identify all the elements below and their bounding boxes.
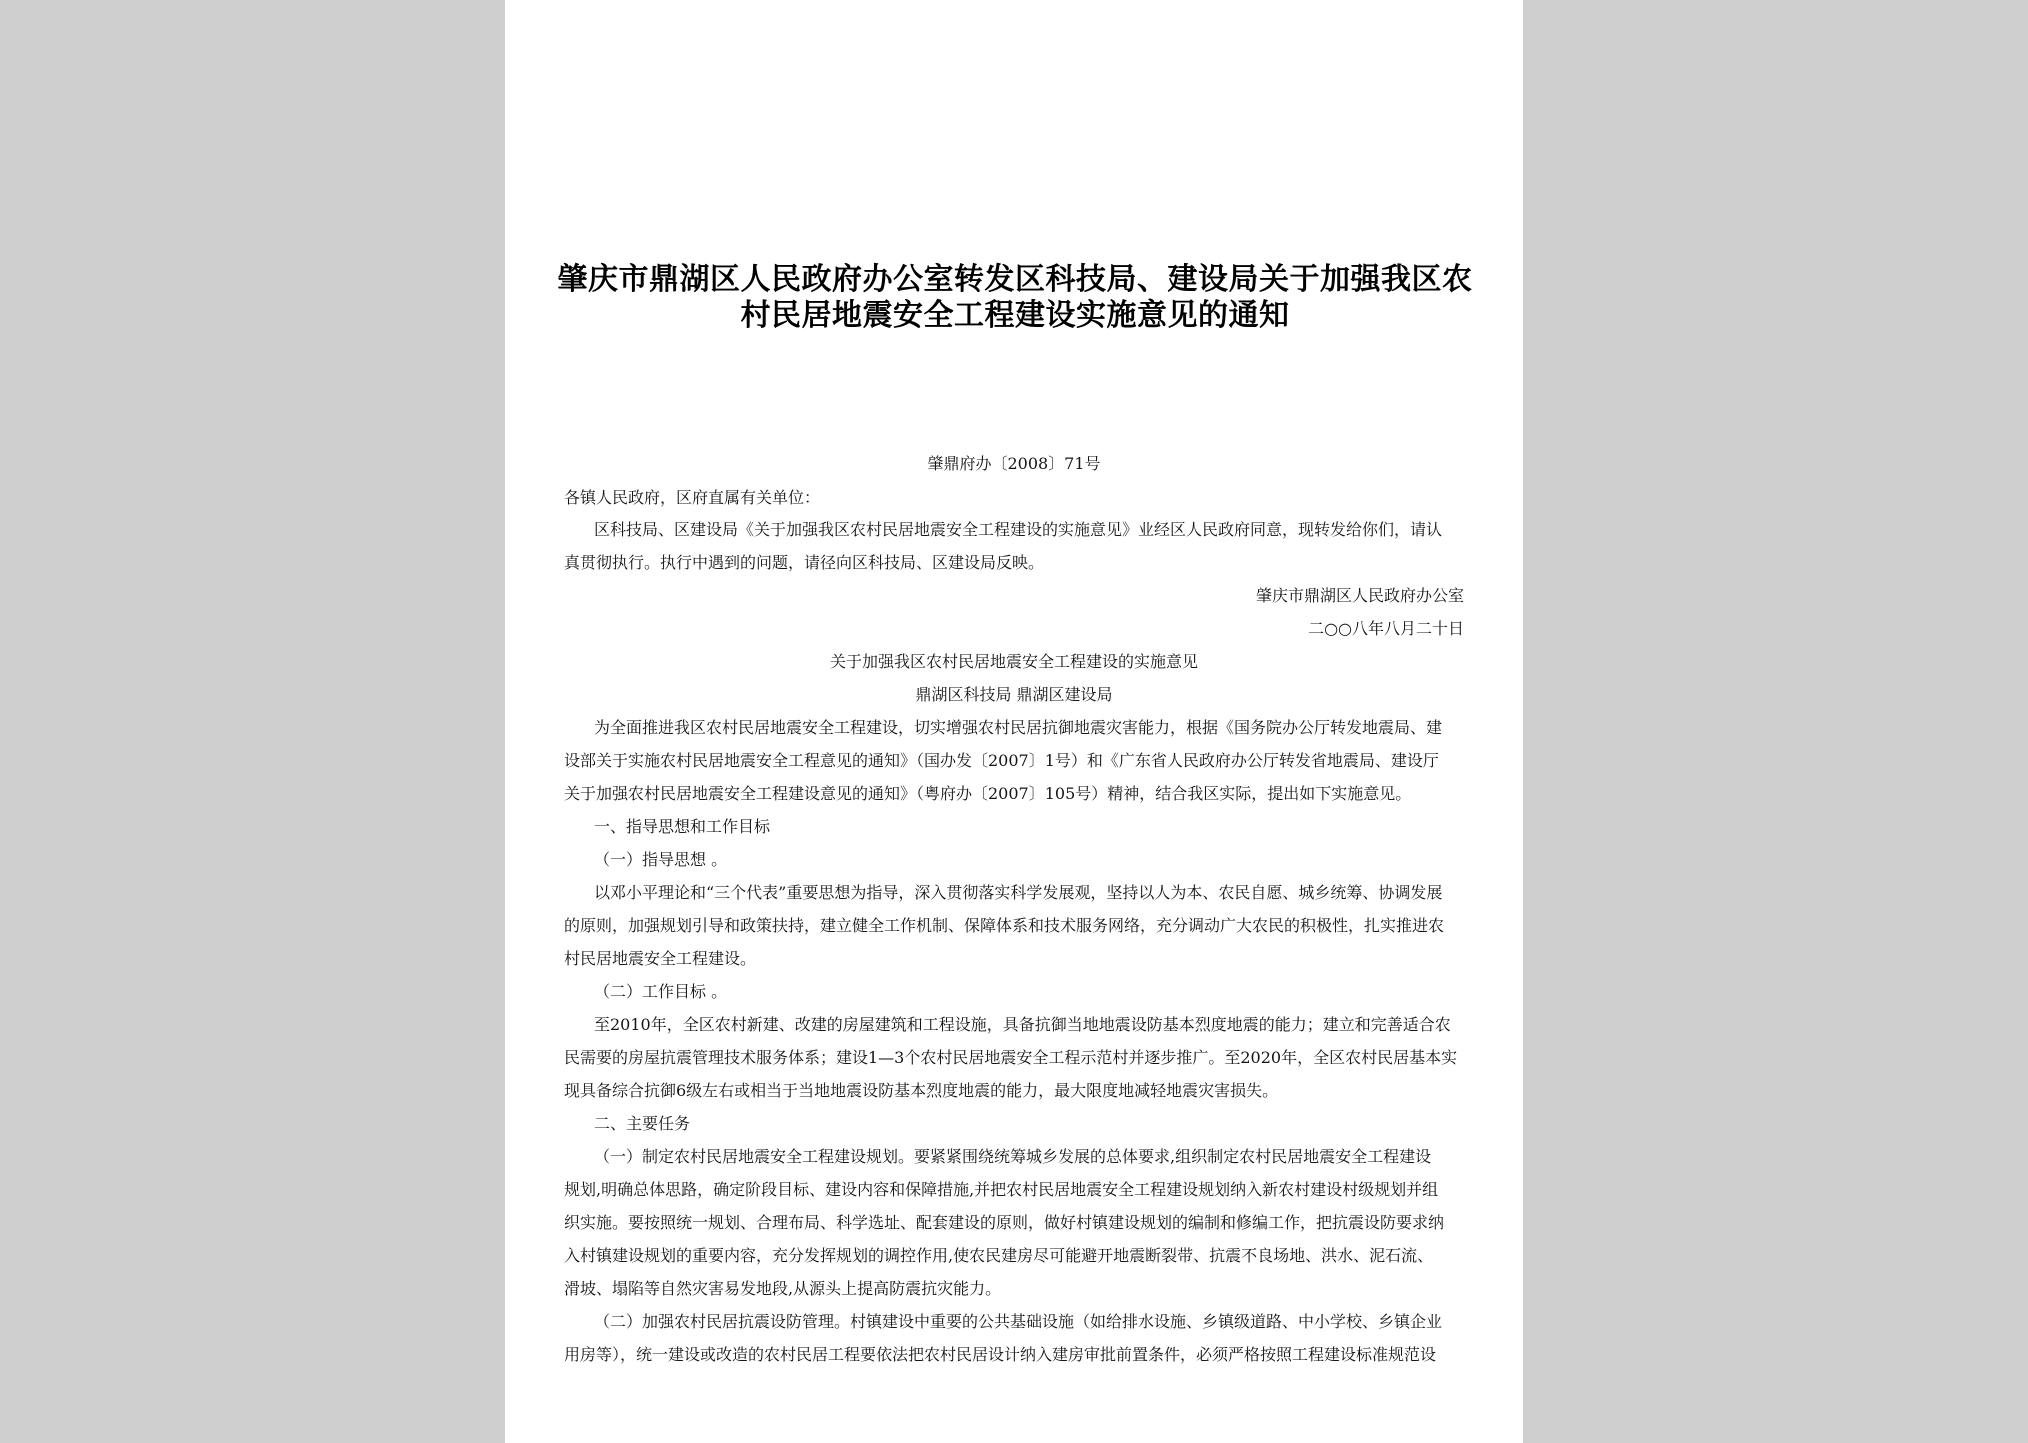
section-heading: 一、指导思想和工作目标 — [594, 817, 771, 836]
paragraph-line: 织实施。要按照统一规划、合理布局、科学选址、配套建设的原则，做好村镇建设规划的编制和修编工作，把抗震设防要求纳 — [564, 1213, 1445, 1232]
attachment-title: 关于加强我区农村民居地震安全工程建设的实施意见 — [829, 652, 1198, 671]
subsection-heading: （一）指导思想 。 — [594, 850, 728, 869]
paragraph-line: 用房等），统一建设或改造的农村民居工程要依法把农村民居设计纳入建房审批前置条件，必须严格按照工程建设标准规范设 — [564, 1345, 1437, 1364]
intro-line: 关于加强农村民居地震安全工程建设意见的通知》（粤府办〔2007〕105号）精神，结合我区实际，提出如下实施意见。 — [564, 784, 1412, 803]
paragraph-line: 规划,明确总体思路，确定阶段目标、建设内容和保障措施,并把农村民居地震安全工程建设规划纳入新农村建设村级规划并组 — [564, 1180, 1439, 1199]
paragraph-line: 的原则，加强规划引导和政策扶持，建立健全工作机制、保障体系和技术服务网络，充分调动广大农民的积极性，扎实推进农 — [564, 916, 1445, 935]
attachment-authors: 鼎湖区科技局 鼎湖区建设局 — [915, 685, 1113, 704]
body-line: 真贯彻执行。执行中遇到的问题，请径向区科技局、区建设局反映。 — [564, 553, 1045, 572]
paragraph-line: 以邓小平理论和“三个代表”重要思想为指导，深入贯彻落实科学发展观，坚持以人为本、农民自愿、城乡统筹、协调发展 — [594, 883, 1443, 902]
paragraph-line: （二）加强农村民居抗震设防管理。村镇建设中重要的公共基础设施（如给排水设施、乡镇级道路、中小学校、乡镇企业 — [594, 1312, 1443, 1331]
document-title: 肇庆市鼎湖区人民政府办公室转发区科技局、建设局关于加强我区农村民居地震安全工程建设实施意见的通知 — [557, 262, 1473, 333]
intro-line: 为全面推进我区农村民居地震安全工程建设，切实增强农村民居抗御地震灾害能力，根据《国务院办公厅转发地震局、建 — [594, 718, 1443, 737]
document-number: 肇鼎府办〔2008〕71号 — [927, 454, 1101, 473]
date-line: 二○○八年八月二十日 — [1308, 619, 1464, 638]
body-line: 区科技局、区建设局《关于加强我区农村民居地震安全工程建设的实施意见》业经区人民政府同意，现转发给你们，请认 — [594, 520, 1443, 539]
paragraph-line: 入村镇建设规划的重要内容，充分发挥规划的调控作用,使农民建房尽可能避开地震断裂带、抗震不良场地、洪水、泥石流、 — [564, 1246, 1434, 1265]
paragraph-line: 滑坡、塌陷等自然灾害易发地段,从源头上提高防震抗灾能力。 — [564, 1279, 1002, 1298]
paragraph-line: 村民居地震安全工程建设。 — [564, 949, 757, 968]
recipients-line: 各镇人民政府，区府直属有关单位： — [564, 488, 821, 507]
issuer-line: 肇庆市鼎湖区人民政府办公室 — [1255, 586, 1464, 605]
paragraph-line: 民需要的房屋抗震管理技术服务体系；建设1—3个农村民居地震安全工程示范村并逐步推广。至2020年，全区农村民居基本实 — [564, 1048, 1458, 1067]
paragraph-line: （一）制定农村民居地震安全工程建设规划。要紧紧围绕统筹城乡发展的总体要求,组织制定农村民居地震安全工程建设 — [594, 1147, 1432, 1166]
paragraph-line: 至2010年，全区农村新建、改建的房屋建筑和工程设施，具备抗御当地地震设防基本烈度地震的能力；建立和完善适合农 — [594, 1015, 1451, 1034]
intro-line: 设部关于实施农村民居地震安全工程意见的通知》（国办发〔2007〕1号）和《广东省人民政府办公厅转发省地震局、建设厅 — [564, 751, 1439, 770]
document-page — [505, 0, 1523, 1443]
section-heading: 二、主要任务 — [594, 1114, 691, 1133]
paragraph-line: 现具备综合抗御6级左右或相当于当地地震设防基本烈度地震的能力，最大限度地减轻地震灾害损失。 — [564, 1081, 1279, 1100]
subsection-heading: （二）工作目标 。 — [594, 982, 728, 1001]
